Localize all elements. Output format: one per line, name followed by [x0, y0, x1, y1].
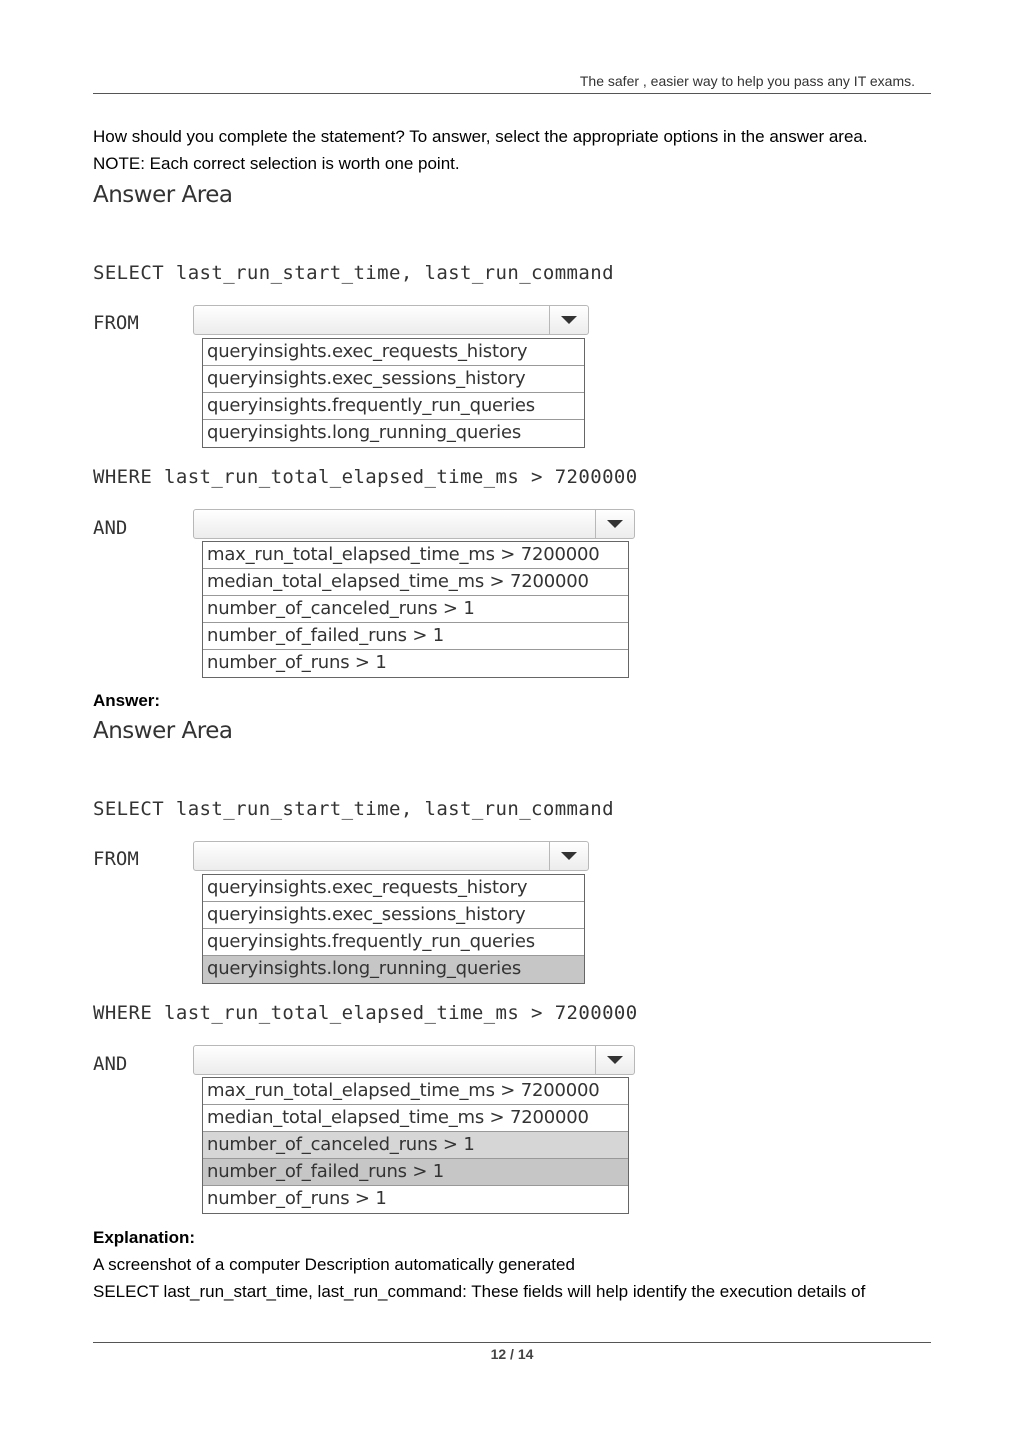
- from-keyword: FROM: [93, 312, 139, 334]
- from-option[interactable]: queryinsights.exec_requests_history: [203, 875, 584, 902]
- from-option[interactable]: queryinsights.exec_requests_history: [203, 339, 584, 366]
- and-option[interactable]: number_of_runs > 1: [207, 652, 387, 673]
- header-tagline: The safer , easier way to help you pass any IT exams.: [579, 73, 915, 89]
- select-statement: SELECT last_run_start_time, last_run_command: [93, 262, 614, 284]
- and-options-list: [202, 541, 629, 678]
- from-options-list: [202, 338, 585, 448]
- and-keyword: AND: [93, 517, 128, 539]
- where-clause: WHERE last_run_total_elapsed_time_ms > 7200000: [93, 1002, 638, 1024]
- and-option[interactable]: number_of_runs > 1: [207, 1188, 387, 1209]
- page-number: 12 / 14: [490, 1346, 534, 1362]
- header-divider: [93, 93, 931, 94]
- and-option[interactable]: max_run_total_elapsed_time_ms > 7200000: [203, 1078, 628, 1105]
- from-dropdown[interactable]: [193, 305, 589, 335]
- and-dropdown[interactable]: [193, 1045, 635, 1075]
- explanation-line: A screenshot of a computer Description automatically generated: [93, 1255, 575, 1274]
- from-option[interactable]: queryinsights.long_running_queries: [207, 422, 522, 443]
- and-option-selected[interactable]: number_of_canceled_runs > 1: [203, 1132, 628, 1159]
- question-note: NOTE: Each correct selection is worth one point.: [93, 154, 460, 173]
- and-keyword: AND: [93, 1053, 128, 1075]
- from-dropdown[interactable]: [193, 841, 589, 871]
- and-dropdown-toggle[interactable]: [595, 510, 634, 538]
- chevron-down-icon: [607, 1056, 623, 1064]
- footer-divider: [93, 1342, 931, 1343]
- from-option[interactable]: queryinsights.exec_sessions_history: [203, 366, 584, 393]
- answer-area-title: Answer Area: [93, 718, 233, 744]
- and-option[interactable]: median_total_elapsed_time_ms > 7200000: [203, 1105, 628, 1132]
- chevron-down-icon: [607, 520, 623, 528]
- from-option[interactable]: queryinsights.frequently_run_queries: [203, 393, 584, 420]
- answer-area-question: [93, 182, 663, 682]
- from-dropdown-toggle[interactable]: [549, 306, 588, 334]
- and-options-list: [202, 1077, 629, 1214]
- from-keyword: FROM: [93, 848, 139, 870]
- answer-area-title: Answer Area: [93, 182, 233, 208]
- and-option[interactable]: max_run_total_elapsed_time_ms > 7200000: [203, 542, 628, 569]
- question-text: How should you complete the statement? To answer, select the appropriate options in the answer area.: [93, 127, 868, 146]
- chevron-down-icon: [561, 316, 577, 324]
- answer-label: Answer:: [93, 691, 161, 710]
- where-clause: WHERE last_run_total_elapsed_time_ms > 7200000: [93, 466, 638, 488]
- and-option[interactable]: median_total_elapsed_time_ms > 7200000: [203, 569, 628, 596]
- from-option[interactable]: queryinsights.frequently_run_queries: [203, 929, 584, 956]
- explanation-label: Explanation:: [93, 1228, 196, 1247]
- and-option[interactable]: number_of_canceled_runs > 1: [203, 596, 628, 623]
- and-option[interactable]: number_of_failed_runs > 1: [203, 623, 628, 650]
- chevron-down-icon: [561, 852, 577, 860]
- from-options-list: [202, 874, 585, 984]
- and-dropdown[interactable]: [193, 509, 635, 539]
- explanation-line: SELECT last_run_start_time, last_run_command: These fields will help identify the execution details of: [93, 1282, 866, 1301]
- and-dropdown-toggle[interactable]: [595, 1046, 634, 1074]
- from-dropdown-toggle[interactable]: [549, 842, 588, 870]
- select-statement: SELECT last_run_start_time, last_run_command: [93, 798, 614, 820]
- and-option-selected[interactable]: number_of_failed_runs > 1: [203, 1159, 628, 1186]
- answer-area-solution: [93, 718, 663, 1218]
- from-option-selected[interactable]: queryinsights.long_running_queries: [203, 956, 584, 983]
- from-option[interactable]: queryinsights.exec_sessions_history: [203, 902, 584, 929]
